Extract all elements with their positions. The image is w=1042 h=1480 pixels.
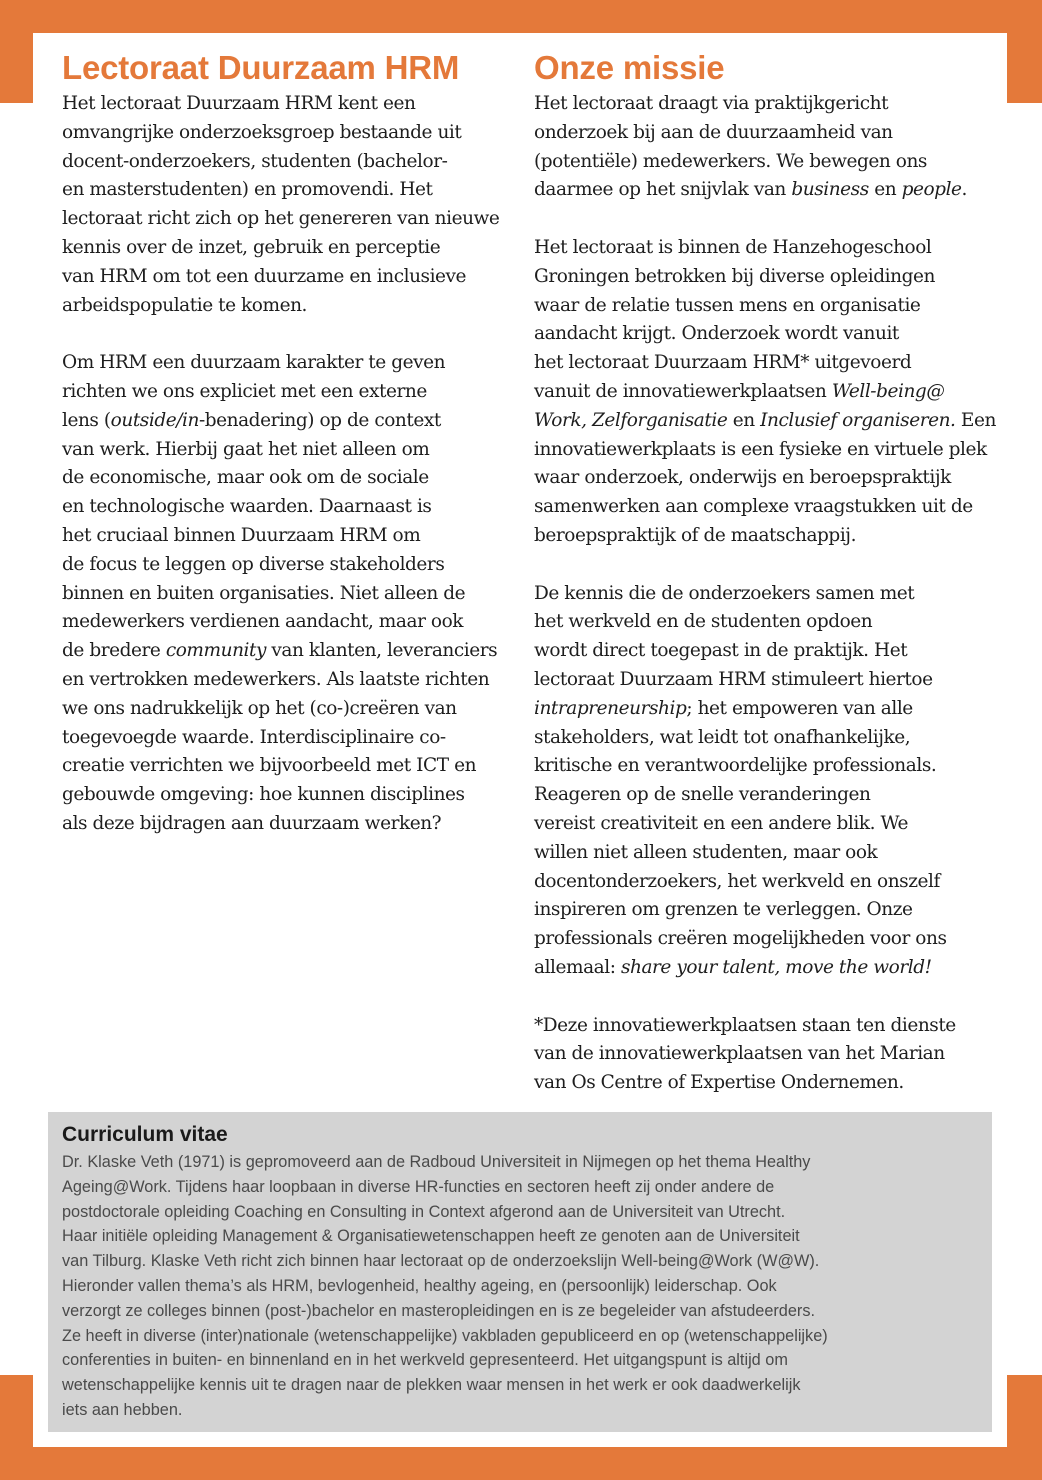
text-line: onderzoek bij aan de duurzaamheid van [534,121,893,143]
text-segment: en [868,179,902,201]
orange-frame-left-bottom [0,1375,33,1480]
cv-line: postdoctorale opleiding Coaching en Consulting in Context afgerond aan de Universiteit van Utrecht. [62,1202,786,1221]
text-segment: -benadering) op de context [198,409,441,431]
text-line: waar onderzoek, onderwijs en beroepspraktijk [534,467,951,489]
text-line: van werk. Hierbij gaat het niet alleen om [62,438,430,460]
text-line: als deze bijdragen aan duurzaam werken? [62,812,442,834]
cv-line: iets aan hebben. [62,1400,183,1419]
text-segment: Een [955,409,996,431]
cv-body [62,1150,987,1423]
text-line: van HRM om tot een duurzame en inclusieve [62,265,467,287]
text-line: en masterstudenten) en promovendi. Het [62,179,433,201]
text-line [534,176,984,205]
text-line [534,954,984,983]
text-line: Groningen betrokken bij diverse opleidingen [534,265,935,287]
orange-frame-right-top [1007,0,1042,103]
cv-line: wetenschappelijke kennis uit te dragen naar de plekken waar mensen in het werk er ook daadwerkelijk [62,1376,801,1395]
text-line: kritische en verantwoordelijke professionals. [534,755,937,777]
text-line: aandacht krijgt. Onderzoek wordt vanuit [534,323,899,345]
italic-term: intrapreneurship [534,697,687,719]
text-line: gebouwde omgeving: hoe kunnen disciplines [62,784,465,806]
text-line: Reageren op de snelle veranderingen [534,784,871,806]
text-line [534,695,984,724]
text-line: De kennis die de onderzoekers samen met [534,582,915,604]
orange-frame-right-bottom [1007,1375,1042,1480]
text-line: en technologische waarden. Daarnaast is [62,496,432,518]
paragraph-gap [534,205,984,234]
text-line: het lectoraat Duurzaam HRM* uitgevoerd [534,352,912,374]
right-column-title: Onze missie [534,49,725,86]
orange-frame-bottom [0,1447,1042,1480]
italic-term: people [901,179,962,201]
text-line [62,637,512,666]
footnote-line: van Os Centre of Expertise Ondernemen. [534,1072,904,1094]
text-segment: de bredere [62,640,166,662]
text-line: het cruciaal binnen Duurzaam HRM om [62,524,421,546]
text-line: vereist creativiteit en een andere blik. We [534,812,909,834]
text-line: omvangrijke onderzoeksgroep bestaande uit [62,121,462,143]
text-line: (potentiële) medewerkers. We bewegen ons [534,150,927,172]
orange-frame-left-top [0,0,33,103]
text-segment: vanuit de innovatiewerkplaatsen [534,380,832,402]
text-line [62,407,512,436]
italic-term: business [791,179,869,201]
text-line: en vertrokken medewerkers. Als laatste richten [62,668,490,690]
text-line: wordt direct toegepast in de praktijk. Het [534,640,908,662]
right-column-body [534,90,996,1098]
cv-line: Hieronder vallen thema’s als HRM, bevlogenheid, healthy ageing, en (persoonlijk) leiderschap. Ook [62,1276,777,1295]
curriculum-vitae-box [48,1112,992,1432]
italic-term: share your talent, move the world! [620,956,932,978]
text-segment: lens ( [62,409,111,431]
text-line: de economische, maar ook om de sociale [62,467,429,489]
italic-term: Well-being@ [831,380,945,402]
right-column [534,48,996,1098]
text-line: Het lectoraat Duurzaam HRM kent een [62,93,416,114]
text-line: lectoraat Duurzaam HRM stimuleert hiertoe [534,668,933,690]
cv-title: Curriculum vitae [62,1123,228,1146]
text-line: medewerkers verdienen aandacht, maar ook [62,611,464,633]
cv-line: Haar initiële opleiding Management & Organisatiewetenschappen heeft ze genoten aan de Universiteit [62,1227,800,1246]
text-line: waar de relatie tussen mens en organisatie [534,294,921,316]
left-column [62,48,512,839]
cv-line: verzorgt ze colleges binnen (post-)bachelor en masteropleidingen en is ze begeleider van afstudeerders. [62,1301,815,1320]
text-line: we ons nadrukkelijk op het (co-)creëren van [62,697,457,719]
italic-term: community [165,640,266,662]
text-line: de focus te leggen op diverse stakeholders [62,553,445,575]
text-segment: ; het empoweren van alle [686,697,913,719]
paragraph-gap [62,320,512,349]
left-column-title: Lectoraat Duurzaam HRM [62,49,460,86]
text-line: kennis over de inzet, gebruik en perceptie [62,236,441,258]
text-line: innovatiewerkplaats is een fysieke en virtuele plek [534,438,987,460]
text-line: lectoraat richt zich op het genereren van nieuwe [62,208,500,230]
left-column-body [62,90,512,839]
orange-frame-top [0,0,1042,33]
text-line: Het lectoraat draagt via praktijkgericht [534,93,889,114]
footnote-line: *Deze innovatiewerkplaatsen staan ten dienste [534,1014,956,1036]
text-line: stakeholders, wat leidt tot onafhankelijke, [534,726,911,748]
cv-line: van Tilburg. Klaske Veth richt zich binnen haar lectoraat op de onderzoekslijn Well-being@Work (W@W). [62,1252,820,1271]
text-line [534,407,996,436]
text-line: Om HRM een duurzaam karakter te geven [62,352,446,374]
cv-line: Dr. Klaske Veth (1971) is gepromoveerd aan de Radboud Universiteit in Nijmegen op het thema Healthy [62,1153,811,1171]
text-line: arbeidspopulatie te komen. [62,294,307,316]
footnote-line: van de innovatiewerkplaatsen van het Marian [534,1043,945,1065]
text-line: professionals creëren mogelijkheden voor ons [534,928,947,950]
cv-line: Ze heeft in diverse (inter)nationale (wetenschappelijke) vakbladen gepubliceerd en op (wetenschappelijke) [62,1326,828,1345]
text-line: richten we ons expliciet met een externe [62,380,427,402]
text-line: docentonderzoekers, het werkveld en onszelf [534,870,940,892]
text-segment: en [727,409,761,431]
italic-term: Work, Zelforganisatie [534,409,728,431]
cv-line: Ageing@Work. Tijdens haar loopbaan in diverse HR-functies en sectoren heeft zij onder andere de [62,1177,775,1196]
text-line: docent-onderzoekers, studenten (bachelor- [62,150,448,172]
text-line: Het lectoraat is binnen de Hanzehogeschool [534,236,932,258]
text-line: binnen en buiten organisaties. Niet alleen de [62,582,466,604]
text-line: willen niet alleen studenten, maar ook [534,841,878,863]
text-segment: allemaal: [534,956,621,978]
text-line: beroepspraktijk of de maatschappij. [534,524,857,546]
cv-line: conferenties in buiten- en binnenland en in het werkveld gepresenteerd. Het uitgangspunt is altijd om [62,1351,788,1370]
text-segment: . [961,179,967,201]
paragraph-gap [534,551,984,580]
text-line [534,378,984,407]
text-line: het werkveld en de studenten opdoen [534,611,873,633]
text-segment: van klanten, leveranciers [266,640,498,662]
text-segment: daarmee op het snijvlak van [534,179,792,201]
paragraph-gap [534,983,984,1012]
text-line: toegevoegde waarde. Interdisciplinaire co- [62,726,446,748]
italic-term: Inclusief organiseren. [760,409,956,431]
text-line: inspireren om grenzen te verleggen. Onze [534,899,913,921]
text-line: creatie verrichten we bijvoorbeeld met ICT en [62,755,477,777]
text-line: samenwerken aan complexe vraagstukken uit de [534,496,973,518]
italic-term: outside/in [110,409,199,431]
